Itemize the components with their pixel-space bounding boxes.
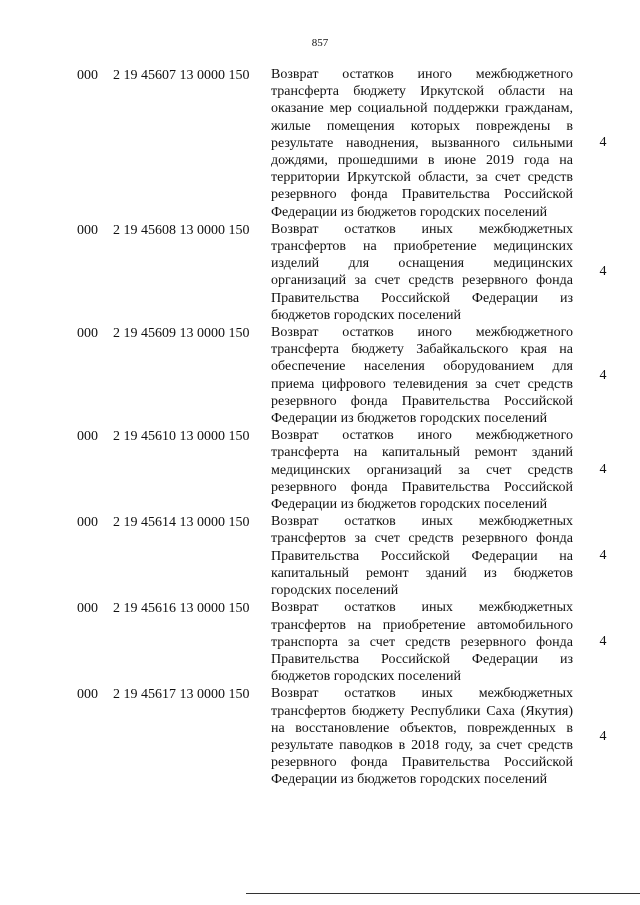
table-row [0,427,640,513]
budget-classification-code: 2 19 45616 13 0000 150 [113,601,250,617]
admin-code: 000 [77,222,98,238]
admin-code: 000 [77,326,98,342]
budget-classification-code: 2 19 45610 13 0000 150 [113,429,250,445]
budget-classification-code: 2 19 45608 13 0000 150 [113,222,250,238]
income-name: Возврат остатков иного межбюджетного трансферта на капитальный ремонт зданий медицинских организаций за счет средств резервного фонда Правительства Российской Федерации из бюджетов городских поселений [271,428,573,513]
income-name: Возврат остатков иных межбюджетных трансфертов бюджету Республики Саха (Якутия) на восстановление объектов, поврежденных в результате паводков в 2018 году, за счет средств резервного фонда Правительства Российской Федерации из бюджетов городских поселений [271,686,573,788]
admin-code: 000 [77,515,98,531]
budget-classification-code: 2 19 45609 13 0000 150 [113,326,250,342]
income-name: Возврат остатков иных межбюджетных трансфертов на приобретение медицинских изделий для оснащения медицинских организаций за счет средств резервного фонда Правительства Российской Федерации из бюджетов городских поселений [271,221,573,323]
code-value: 4 [599,367,607,383]
code-value: 4 [599,548,607,564]
admin-code: 000 [77,601,98,617]
table-row [0,513,640,599]
budget-code-table [0,66,640,789]
code-value: 4 [599,462,607,478]
admin-code: 000 [77,429,98,445]
admin-code: 000 [77,68,98,83]
code-value: 4 [599,634,607,650]
income-name: Возврат остатков иного межбюджетного трансферта бюджету Иркутской области на оказание мер социальной поддержки гражданам, жилые помещения которых повреждены в результате наводнения, вызванного сильными дождями, прошедшими в июне 2019 года на территории Иркутской области, за счет средств резервного фонда Правительства Российской Федерации из бюджетов городских поселений [271,67,573,220]
budget-classification-code: 2 19 45607 13 0000 150 [113,68,250,83]
budget-classification-code: 2 19 45614 13 0000 150 [113,515,250,531]
page-bottom-divider [246,893,640,894]
budget-classification-code: 2 19 45617 13 0000 150 [113,687,250,703]
page-number: 857 [311,37,329,49]
table-row [0,324,640,427]
table-row [0,221,640,324]
code-value: 4 [599,728,607,744]
income-name: Возврат остатков иных межбюджетных трансфертов на приобретение автомобильного транспорта за счет средств резервного фонда Правительства Российской Федерации из бюджетов городских поселений [271,600,573,685]
admin-code: 000 [77,687,98,703]
table-row [0,599,640,685]
income-name: Возврат остатков иного межбюджетного трансферта бюджету Забайкальского края на обеспечение населения оборудованием для приема цифрового телевидения за счет средств резервного фонда Правительства Российской Федерации из бюджетов городских поселений [271,325,573,427]
code-value: 4 [599,135,607,151]
code-value: 4 [599,264,607,280]
table-row [0,685,640,788]
table-row [0,66,640,221]
income-name: Возврат остатков иных межбюджетных трансфертов за счет средств резервного фонда Правительства Российской Федерации на капитальный ремонт зданий из бюджетов городских поселений [271,514,573,599]
